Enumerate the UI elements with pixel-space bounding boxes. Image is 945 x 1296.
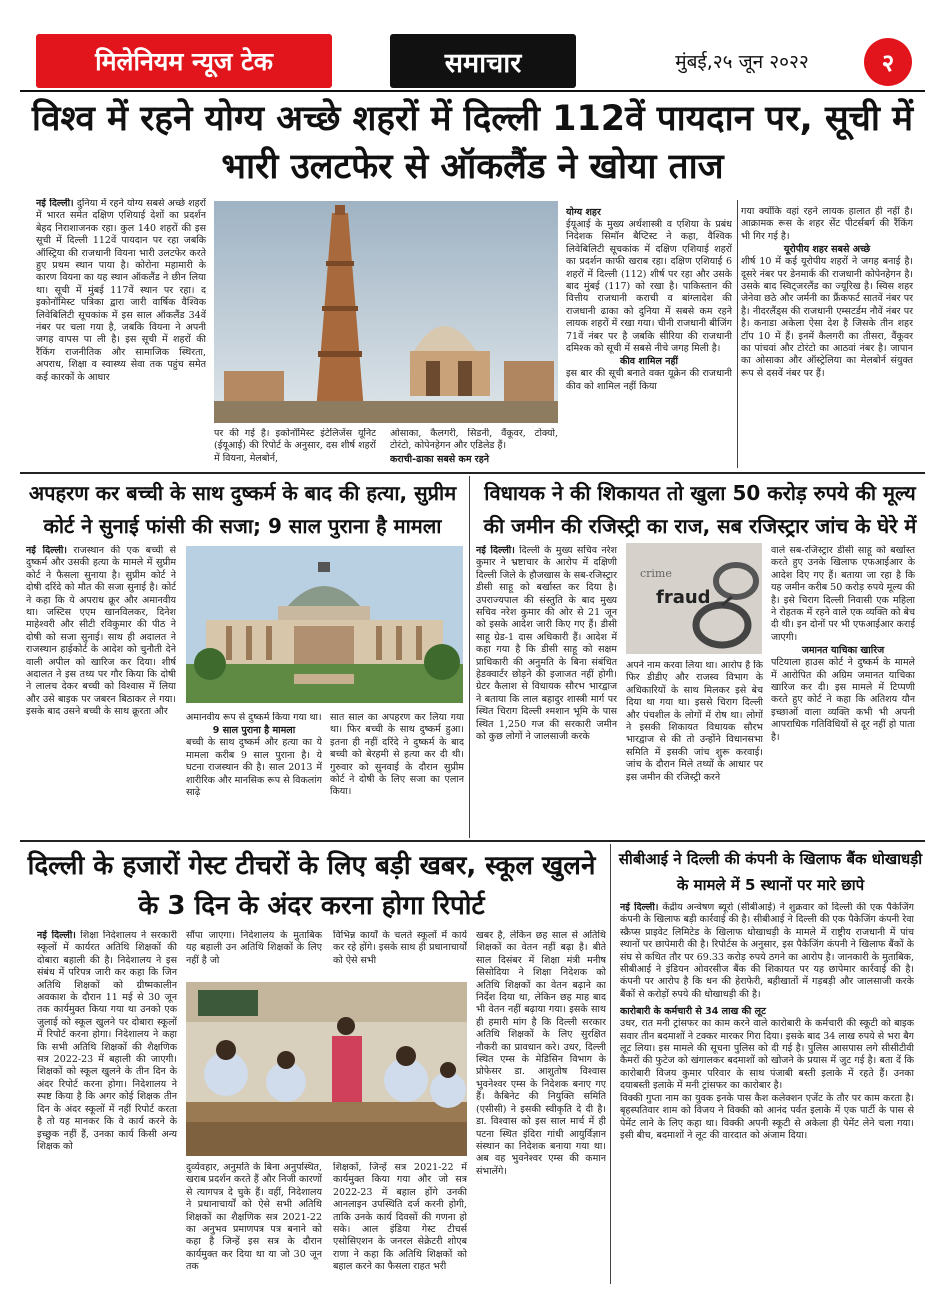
story2-col2-text: अमानवीय रूप से दुष्कर्म किया गया था। xyxy=(186,712,322,723)
story1-col4-text: ईयूआई के मुख्य अर्थशास्त्री व एशिया के प्रबंध निदेशक सिमॉन बैप्टिस्ट ने कहा, वैश्विक लिवेबिलिटी सूचकांक में दक्षिण एशियाई शहरों का प्रदर्शन काफी खराब रहा। दक्षिण एशियाई 6 शहरों में दिल्ली (112) शीर्ष पर रहा और उसके बाद मुंबई (117) को रखा है। पाकिस्तान की वित्तीय राजधानी कराची व बांग्लादेश की राजधानी ढाका को दुनिया में सबसे कम रहने लायक शहरों में रखा गया। चीनी राजधानी बीजिंग 71वें नंबर पर है जबकि सीरिया की राजधानी दमिश्क को सूची में सबसे नीचे जगह मिली है। xyxy=(566,219,732,355)
story4-col2b: दुर्व्यवहार, अनुमति के बिना अनुपस्थित, खराब प्रदर्शन करते हैं और निजी कारणों से त्यागपत्र दे चुके हैं। वहीं, निदेशालय ने प्रधानाचार्यों को ऐसे सभी अतिथि शिक्षकों का शैक्षणिक सत्र 2021-22 का अनुभव प्रमाणपत्र पत्र बनाने को कहा है जिन्हें इस सत्र के दौरान कार्यमुक्त कर दिया था या जो 30 जून तक xyxy=(186,1162,322,1273)
qutub-minar-illustration xyxy=(214,201,558,423)
story3-col3 xyxy=(771,545,915,837)
story4-col1-text: शिक्षा निदेशालय ने सरकारी स्कूलों में कार्यरत अतिथि शिक्षकों की दोबारा बहाली की है। निदेशालय ने इस संबंध में परिपत्र जारी कर कहा कि जिन अतिथि शिक्षकों को ग्रीष्मकालीन अवकाश के दौरान 11 मई से 30 जून तक कार्यमुक्त किया गया था उनको एक जुलाई को स्कूल खुलने पर दोबारा स्कूलों में रिपोर्ट करना होगा। निदेशालय ने कहा कि सभी अतिथि शिक्षकों की शैक्षणिक सत्र 2022-23 में बहाली की जाएगी। शिक्षकों को स्कूल खुलने के तीन दिन के अंदर रिपोर्ट करना होगा। निदेशालय ने स्पष्ट किया है कि अगर कोई शिक्षक तीन दिन के अंदर स्कूलों में नहीं रिपोर्ट करता है तो यह मानकर कि वे कार्य करने के इच्छुक नहीं हैं, उनका कार्य किसी अन्य शिक्षक को xyxy=(37,930,177,1152)
section-label: समाचार xyxy=(390,34,576,88)
story5-headline: सीबीआई ने दिल्ली की कंपनी के खिलाफ बैंक धोखाधड़ी के मामले में 5 स्थानों पर मारे छापे xyxy=(618,850,923,894)
story1-col1-text: दुनिया में रहने योग्य सबसे अच्छे शहरों में भारत समेत दक्षिण एशियाई देशों का प्रदर्शन बेहद निराशाजनक रहा। कुल 140 शहरों की इस सूची में दिल्ली 112वें पायदान पर रहा जबकि ऑस्ट्रिया की राजधानी वियना भारी उलटफेर करते हुए प्रथम स्थान पाया है। कोरोना महामारी के कारण वियना का यह स्थान ऑकलैंड ने छीन लिया था। सूची में मुंबई 117वें स्थान पर रहा। द इकोनॉमिस्ट पत्रिका द्वारा जारी वार्षिक वैश्विक लिवेबिलिटी सूचकांक में इस साल ऑकलैंड 34वें नंबर पर चला गया है, जबकि वियना ने अपनी जगह वापस पा ली है। इस सूची में शहरों की रैंकिंग राजनीतिक और सामाजिक स्थिरता, अपराध, शिक्षा व स्वास्थ्य सेवा तक पहुंच समेत कई कारकों के आधार xyxy=(36,198,206,383)
story5-p2: उधर, रात मनी ट्रांसफर का काम करने वाले कारोबारी के कर्मचारी की स्कूटी को बाइक सवार तीन बदमाशों ने टक्कर मारकर गिरा दिया। इसके बाद 34 लाख रुपये से भरा बैग लूट लिया। इस मामले की सूचना पुलिस को दी गई है। पुलिस आसपास लगे सीसीटीवी कैमरों की फुटेज को खंगालकर बदमाशों को खोजने के प्रयास में जुट गई है। बता दें कि कारोबारी विजय कुमार परिवार के साथ पंजाबी बस्ती इलाके में रहते हैं। उनका दयाबस्ती इलाके में मनी ट्रांसफर का कारोबार है। xyxy=(620,1018,914,1092)
story1-col2: पर की गई है। इकोनॉमिस्ट इंटेलिजेंस यूनिट (ईयूआई) की रिपोर्ट के अनुसार, दस शीर्ष शहरों में वियना, मेलबोर्न, xyxy=(214,428,376,464)
divider xyxy=(737,200,738,468)
story3-subhead: जमानत याचिका खारिज xyxy=(801,645,885,657)
fraud-word: fraud xyxy=(656,587,711,608)
story1-col3-text: ओसाका, कैलगरी, सिडनी, वैंकूवर, टोक्यो, टोरंटो, कोपेनहेगन और एडिलेड हैं। xyxy=(390,428,558,452)
crime-word: crime xyxy=(640,567,672,580)
story4-col4: खबर है, लेकिन छह साल से अतिथि शिक्षकों का वेतन नहीं बढ़ा है। बीते साल दिसंबर में शिक्षा मंत्री मनीष सिसोदिया ने शिक्षा निदेशक को अतिथि शिक्षकों का वेतन बढ़ाने का निर्देश दिया था, लेकिन छह माह बाद भी वेतन नहीं बढ़ाया गया। इसके साथ ही हमारी मांग है कि दिल्ली सरकार अतिथि शिक्षकों के लिए सुरक्षित नौकरी का प्रावधान करे। उधर, दिल्ली स्थित एम्स के मेडिसिन विभाग के प्रोफेसर डा. आशुतोष विश्वास भुवनेश्वर एम्स के निदेशक बनाए गए हैं। कैबिनेट की नियुक्ति समिति (एसीसी) ने इसकी स्वीकृति दे दी है। डा. विश्वास को इस साल मार्च में ही पटना स्थित इंदिरा गांधी आयुर्विज्ञान संस्थान का निदेशक बनाया गया था। अब वह भुवनेश्वर एम्स की कमान संभालेंगे। xyxy=(476,930,606,1177)
story1-col4b-text: इस बार की सूची बनाते वक्त यूक्रेन की राजधानी कीव को शामिल नहीं किया xyxy=(566,368,732,392)
story5-subhead: कारोबारी के कर्मचारी से 34 लाख की लूट xyxy=(620,1006,766,1018)
divider xyxy=(20,472,925,474)
divider xyxy=(610,844,611,1284)
story1-subhead-city: योग्य शहर xyxy=(566,207,601,218)
masthead xyxy=(18,34,931,88)
story5-body xyxy=(620,902,914,1280)
story3-col1 xyxy=(476,545,617,837)
story1-col5b-text: शीर्ष 10 में कई यूरोपीय शहरों ने जगह बनाई है। दूसरे नंबर पर डेनमार्क की राजधानी कोपेनहेगन है। उसके बाद स्विट्जरलैंड का ज्यूरिख है। स्विस शहर जेनेवा छठे और जर्मनी का फ्रैंकफर्ट सातवें नंबर पर है। नीदरलैंड्स की राजधानी एम्सटर्डम नौवें नंबर पर है। कनाडा अकेला ऐसा देश है जिसके तीन शहर टॉप 10 में हैं। इनमें कैलगरी का तीसरा, वैंकूवर का पांचवां और टोरंटो का आठवां नंबर है। जापान का ओसाका और ऑस्ट्रेलिया का मेलबोर्न संयुक्त रूप से दसवें नंबर पर हैं। xyxy=(741,256,913,379)
story1-subhead-karachi: कराची-ढाका सबसे कम रहने xyxy=(390,453,490,465)
supreme-court-photo xyxy=(186,546,463,703)
story1-col5-text: गया क्योंकि वहां रहने लायक हालात ही नहीं है। आक्रामक रूस के शहर सेंट पीटर्सबर्ग की रैंकिंग भी गिर गई है। xyxy=(741,206,913,242)
divider xyxy=(20,840,925,842)
story2-col1 xyxy=(26,545,176,837)
qutub-minar-photo xyxy=(214,201,558,423)
story3-headline: विधायक ने की शिकायत तो खुला 50 करोड़ रुपये की मूल्य की जमीन की रजिस्ट्री का राज, सब रजिस्ट्रार जांच के घेरे में xyxy=(483,481,917,538)
story4-headline: दिल्ली के हजारों गेस्ट टीचरों के लिए बड़ी खबर, स्कूल खुलने के 3 दिन के अंदर करना होगा रिपोर्ट xyxy=(27,851,596,921)
story1-col1 xyxy=(36,198,206,466)
story5-p3: विक्की गुप्ता नाम का युवक इनके पास कैश कलेक्शन एजेंट के तौर पर काम करता है। बृहस्पतिवार शाम को विजय ने विक्की को आनंद पर्वत इलाके में एक पार्टी के पास से पेमेंट लाने के लिए कहा था। विक्की अपनी स्कूटी से अकेला ही पेमेंट लेने चला गया। इसी बीच, बदमाशों ने लूट की वारदात को अंजाम दिया। xyxy=(620,1092,914,1141)
story4-dateline: नई दिल्ली। xyxy=(37,930,76,941)
masthead-rule xyxy=(20,90,925,92)
story1-dateline: नई दिल्ली। xyxy=(36,198,74,209)
story5-dateline: नई दिल्ली। xyxy=(620,902,659,913)
story2-col2 xyxy=(186,712,322,837)
story1-col5 xyxy=(741,206,913,468)
story1-subhead-kyiv: कीव शामिल नहीं xyxy=(620,356,678,368)
brand-logo: मिलेनियम न्यूज टेक xyxy=(36,34,332,88)
story4-col3b: शिक्षकों, जिन्हें सत्र 2021-22 में कार्यमुक्त किया गया और जो सत्र 2022-23 में बहाल होंगे उनकी आनलाइन उपस्थिति दर्ज करनी होगी, ताकि उनके कार्य दिवसों की गणना हो सके। आल इंडिया गेस्ट टीचर्स एसोसिएशन के जनरल सेक्रेटरी शोएब राणा ने कहा कि अतिथि शिक्षकों को बहाल करने का फैसला राहत भरी xyxy=(333,1162,467,1273)
story1-col4 xyxy=(566,206,732,468)
story3-col3b-text: पटियाला हाउस कोर्ट ने दुष्कर्म के मामले में आरोपित की अग्रिम जमानत याचिका खारिज कर दी। इस मामले में टिप्पणी करते हुए कोर्ट ने कहा कि अतिशय यौन इच्छाओं वाला व्यक्ति कभी भी अपनी आपराधिक गतिविधियों से दूर नहीं हो पाता है। xyxy=(771,657,915,743)
classroom-photo xyxy=(186,982,467,1156)
story1-col3 xyxy=(390,428,558,468)
handcuffs-fraud-illustration xyxy=(626,543,762,654)
story3-col1-text: दिल्ली के मुख्य सचिव नरेश कुमार ने भ्रष्टाचार के आरोप में दक्षिणी दिल्ली जिले के हौजखास के सब-रजिस्ट्रार डीसी साहू को बर्खास्त कर दिया है। उपराज्यपाल की संस्तुति के बाद मुख्य सचिव नरेश कुमार की ओर से 21 जून को इसके आदेश जारी किए गए हैं। डीसी साहू ग्रेड-1 दास अधिकारी हैं। आदेश में कहा गया है कि डीसी साहू को सक्षम प्राधिकारी की अनुमति के बिना संबंधित हेडक्वार्टर छोड़ने की इजाजत नहीं होगी। ग्रेटर कैलाश से विधायक सौरभ भारद्वाज ने बताया कि लाल बहादुर शास्त्री मार्ग पर स्थित चिराग दिल्ली श्मशान भूमि के पास स्थित 1,250 गज की सरकारी जमीन को कुछ लोगों ने जालसाजी करके xyxy=(476,545,617,743)
story2-subhead: 9 साल पुराना है मामला xyxy=(212,725,296,737)
story4-col2: सौंपा जाएगा। निदेशालय के मुताबिक यह बहाली उन अतिथि शिक्षकों के लिए नहीं है जो xyxy=(186,930,322,966)
story2-col1-text: राजस्थान की एक बच्ची से दुष्कर्म और उसकी हत्या के मामले में सुप्रीम कोर्ट ने फैसला सुनाया है। सुप्रीम कोर्ट ने दोषी दरिंदे को मौत की सजा सुनाई है। कोर्ट ने कहा कि ये अपराध क्रूर और अमानवीय था। जस्टिस एएम खानविलकर, दिनेश माहेश्वरी और सीटी रविकुमार की पीठ ने दोषी को सजा सुनाई। साथ ही अदालत ने राजस्थान हाईकोर्ट के आदेश को चुनौती देने वाली अपील को खारिज कर दिया। शीर्ष अदालत ने इस तथ्य पर गौर किया कि दोषी ने लालच देकर बच्ची को विश्वास में लिया और उसे बाइक पर जबरन बिठाकर ले गया। इसके बाद उसने बच्ची के साथ क्रूरता और xyxy=(26,545,176,718)
story3-col2: अपने नाम करवा लिया था। आरोप है कि फिर डीडीए और राजस्व विभाग के अधिकारियों के साथ मिलकर इसे बेच दिया था गया था। इससे चिराग दिल्ली और पंचशील के लोगों में रोष था। लोगों ने इसकी शिकायत विधायक सौरभ भारद्वाज से की तो उन्होंने विधानसभा समिति में इसकी जांच शुरू करवाई। जांच के दौरान मिले तथ्यों के आधार पर इस जमीन की रजिस्ट्री करने xyxy=(626,660,763,783)
divider xyxy=(469,476,470,838)
story4-col3: विभिन्न कार्यों के चलते स्कूलों में कार्य कर रहे होंगे। इसके साथ ही प्रधानाचार्यों को ऐसे सभी xyxy=(333,930,467,966)
story1-headline: विश्व में रहने योग्य अच्छे शहरों में दिल्ली 112वें पायदान पर, सूची में भारी उलटफेर से ऑकलैंड ने खोया ताज xyxy=(31,99,914,187)
story2-col2b-text: बच्ची के साथ दुष्कर्म और हत्या का ये मामला करीब 9 साल पुराना है। ये घटना राजस्थान की है। साल 2013 में शारीरिक और मानसिक रूप से विकलांग साढ़े xyxy=(186,737,322,799)
supreme-court-illustration xyxy=(186,546,463,703)
story2-headline: अपहरण कर बच्ची के साथ दुष्कर्म के बाद की हत्या, सुप्रीम कोर्ट ने सुनाई फांसी की सजा; 9 साल पुराना है मामला xyxy=(28,481,457,538)
page-number-badge: २ xyxy=(864,38,912,86)
story5-p1: केंद्रीय अन्वेषण ब्यूरो (सीबीआई) ने शुक्रवार को दिल्ली की एक पैकेजिंग कंपनी के खिलाफ बड़ी कार्रवाई की है। सीबीआई ने दिल्ली की एक पैकेजिंग कंपनी रेवा स्क्रैप्स प्राइवेट लिमिटेड के खिलाफ धोखाधड़ी के मामले में राष्ट्रीय राजधानी में पांच स्थानों पर छापेमारी की है। रिपोर्टस के अनुसार, इस पैकेजिंग कंपनी ने खिलाफ बैंकों के संघ से कथित तौर पर 69.33 करोड़ रुपये ठगने का आरोप है। जानकारी के मुताबिक, सीबीआई ने इंडियन ओवरसीज बैंक की शिकायत पर यह छापेमार कार्रवाई की है। कंपनी पर आरोप है कि धन की हेराफेरी, बहीखातों में गड़बड़ी और जालसाजी करके बैंकों से करोड़ों रुपये की धोखाधड़ी की है। xyxy=(620,902,914,1000)
story2-col3: सात साल का अपहरण कर लिया गया था। फिर बच्ची के साथ दुष्कर्म हुआ। इतना ही नहीं दरिंदे ने दुष्कर्म के बाद बच्ची को बेरहमी से हत्या कर दी थी। गुरुवार को सुनवाई के दौरान सुप्रीम कोर्ट ने दोषी के लिए सजा का एलान किया। xyxy=(330,712,464,798)
issue-date: मुंबई,२५ जून २०२२ xyxy=(675,51,809,73)
story1-subhead-europe: यूरोपीय शहर सबसे अच्छे xyxy=(783,244,871,256)
classroom-illustration xyxy=(186,982,467,1156)
story3-col3-text: वाले सब-रजिस्ट्रार डीसी साहू को बर्खास्त करते हुए उनके खिलाफ एफआईआर के आदेश दिए गए हैं। बताया जा रहा है कि यह जमीन करीब 50 करोड़ रुपये मूल्य की है। इसे चिराग दिल्ली निवासी एक महिला ने रोहतक में रहने वाले एक व्यक्ति को बेच दी थी। इन दोनों पर भी एफआईआर कराई जाएगी। xyxy=(771,545,915,643)
story3-dateline: नई दिल्ली। xyxy=(476,545,515,556)
story4-col1 xyxy=(37,930,177,1280)
fraud-photo xyxy=(626,543,762,654)
story2-dateline: नई दिल्ली। xyxy=(26,545,67,556)
